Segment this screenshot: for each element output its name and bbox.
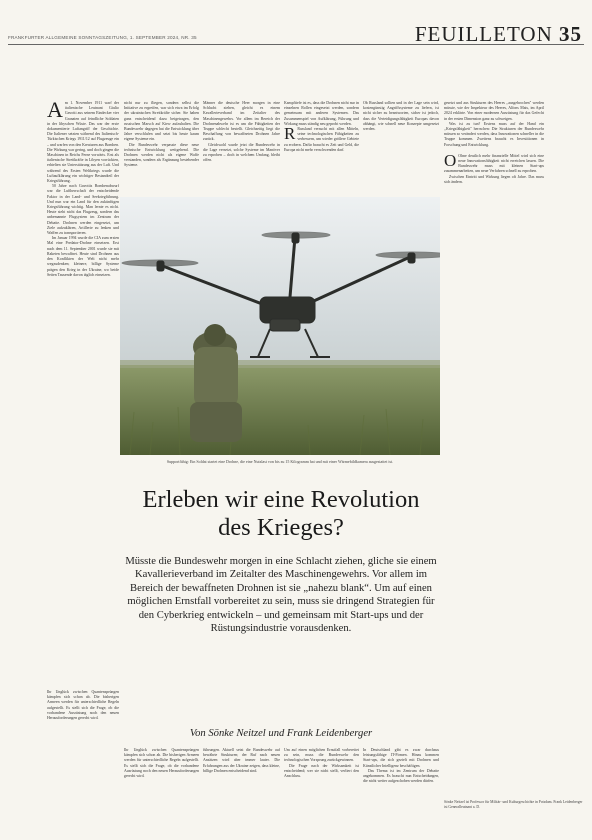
article-column-4 (284, 101, 359, 193)
column-text: Das Thema ist im Zentrum der Debatte angekommen. Es braucht nun Entscheidungen, die nicht weiter aufgeschoben werden dürfen. (363, 768, 439, 784)
drop-cap: R (284, 124, 296, 144)
page-header (0, 0, 592, 44)
photo-caption: Supportfähig: Ein Soldat startet eine Drohne, die eine Nutzlast von bis zu 15 Kilogramm hat und mit einer Wärmebildkamera ausgestattet ist. (166, 459, 394, 464)
column-text: m 1. November 1911 warf der italienische Leutnant Giulio Gavotti aus seinem Eindecker vier Granaten auf feindliche Soldaten in der libyschen Wüste. Das war der erste dokumentierte Luftangriff der Geschichte. Die Italiener setzten während des Italienisch-Türkischen Kriegs 1911/12 auf Flugzeuge ein – und warfen von den Kreaturen aus Bomben. Die Wirkung war gering, und doch gingen die Maschinen in Reichs Ferne vorwärts. Erst als italienische Streitkräfte in Libyen vorrückten, erhielten sie Unterstützung aus der Luft. Und während des Ersten Weltkriegs wurde die Luftaufklärung ein wichtiger Bestandteil der Kriegsführung. (47, 101, 119, 184)
byline: Von Sönke Neitzel und Frank Leidenberger (189, 728, 373, 739)
article-column-1-continued (47, 690, 119, 834)
column-text: Männer die deutsche Heer morgen in eine Schlacht ziehen, gleicht es einem Kavallerieverband im Zeitalter des Maschinengewehrs. Vor allem im Bereich der Drohnenabwehr ist es um die Fähigkeiten der Truppe schlecht bestellt. Gleichzeitig liegt die Beschaffung von bewaffneten Drohnen Jahre zurück. (203, 101, 280, 142)
teaser: Müsste die Bundeswehr morgen in eine Schlacht ziehen, gliche sie einem Kavallerieverband im Zeitalter des Maschinengewehrs. Vor allem im Bereich der bewaffneten Drohnen ist sie „nahezu blank“. Um auf einen möglichen Ernstfall vorbereitet zu sein, muss sie dringend Strategien für den Cyberkrieg entwickeln – und gemeinsam mit Start-ups und der Rüstungsindustrie vorausdenken. (125, 556, 437, 635)
bottom-column-4 (363, 748, 439, 834)
article-column-3 (203, 101, 280, 193)
column-text: Kampftiefe ist es, dass die Drohnen nicht nur in einzelnen Rollen eingesetzt werden, sondern gemeinsam mit anderen Systemen. Das Zusammenspiel von Aufklärung, Führung und Wirkung muss ständig neu geprobt werden. (284, 101, 359, 126)
article-column-2 (124, 101, 199, 193)
drop-cap: O (444, 150, 457, 170)
drone-photo (120, 197, 440, 455)
column-text: In Deutschland gibt es zwar durchaus leistungsfähige IT-Firmen. Hinzu kommen Start-ups, die sich gezielt mit Drohnen und Künstlicher Intelligenz beschäftigen. (363, 748, 439, 768)
column-text: führungen. Aktuell setzt die Bundeswehr auf bewährte Strukturen; der Ruf nach neuen Ansätzen wird aber immer lauter. Die Erfahrungen aus der Ukraine zeigen, dass kleine, billige Drohnen entscheidend sind. (203, 748, 280, 773)
column-text: Was ist zu tun? Erstens muss auf der Hand ein ,,Kriegsfähigkeit" herrschen: Die Strukturen der Bundeswehr müssen so verändert werden, dass Innovationen schneller in die Truppe kommen. Zweitens braucht es Investitionen in Forschung und Entwicklung. (444, 121, 544, 147)
column-text: Die Frage nach der Wirksamkeit ist entscheidend; wer sie nicht stellt, verliert den Anschluss. (284, 763, 359, 779)
column-text: 50 Jahre nach Gavottis Bombenabwurf war die Luftherrschaft der entscheidende Faktor in der Land- und Seekriegführung. Und nun war ein Land für den zukünftigen Kriegsführung wichtig. Man lernte es nicht. Heute steht nicht das Flugzeug, sondern das unbemannte Flugsystem im Zentrum der Debatte. Drohnen werden eingesetzt, um Ziele aufzuklären, Artillerie zu lenken und Waffen zu transportieren. (47, 184, 119, 236)
column-text (444, 150, 544, 175)
drop-cap: A (47, 101, 63, 122)
column-text: Um auf einen möglichen Ernstfall vorbereitet zu sein, muss die Bundeswehr den technologischen Vorsprung zurückgewinnen. (284, 748, 359, 763)
column-text: Zwischen Eintritt und Wirkung liegen oft Jahre. Das muss sich ändern. (444, 174, 544, 184)
author-note: Sönke Neitzel ist Professor für Militär- und Kulturgeschichte in Potsdam. Frank Leidenberger ist Generalleutnant a. D. (444, 800, 583, 809)
column-text: nicht nur zu fliegen, sondern selbst die Initiative zu ergreifen, war sich etwa im Erfolg der ukrainischen Streitkräfte sicher. Sie haben ganz entscheidend dazu beigetragen, den russischen Marsch auf Kiew aufzuhalten. Die Bundeswehr dagegen hat die Entwicklung über Jahre verschlafen und setzt bis heute kaum eigene Systeme ein. (124, 101, 199, 142)
column-text: Ohne deutlich mehr finanzielle Mittel wird sich eine neue Innovationsfähigkeit nicht erreichen lassen. Die Bundeswehr muss mit kleinen Start-ups zusammenarbeiten, um neue Verfahren schnell zu erproben. (444, 153, 544, 174)
drone-photo-illustration (120, 197, 440, 455)
column-text: Ihr Unglück zwischen Quantensprüngen kämpfen sich schon ab. Die bisherigen Armeen werden für unterschiedliche Regeln aufgestellt. Es stellt sich die Frage, ob die vorhandene Ausrüstung noch den neuen Herausforderungen gerecht wird. (47, 690, 119, 721)
header-rule (8, 44, 584, 45)
column-text: Gleichwohl wurde jetzt die Bundeswehr in die Lage versetzt, solche Systeme im Manöver zu erproben – doch in welchem Umfang, bleibt offen. (203, 142, 280, 163)
masthead: FRANKFURTER ALLGEMEINE SONNTAGSZEITUNG, 1. SEPTEMBER 2024, NR. 35 (8, 35, 197, 40)
column-text (284, 124, 359, 153)
column-text: Im Januar 1994 wurde die CIA zum ersten Mal eine Predator-Drohne einsetzen. Erst nach dem 11. September 2001 wurde sie mit Raketen bewaffnet. Heute sind Drohnen aus den Konflikten der Welt nicht mehr wegzudenken; kleinere, billige Systeme prägen den Krieg in der Ukraine, wo beide Seiten Tausende davon täglich einsetzen. (47, 236, 119, 277)
column-text: Ihr Unglück zwischen Quantensprüngen kämpfen sich schon ab. Die bisherigen Armeen werden für unterschiedliche Regeln aufgestellt. Es stellt sich die Frage, ob die vorhandene Ausrüstung noch den neuen Herausforderungen gerecht wird. (124, 748, 199, 779)
page-number: 35 (559, 22, 582, 46)
bottom-column-1 (124, 748, 199, 834)
column-text: Russland versucht mit allen Mitteln, seine technologischen Fähigkeiten zu verbessern, um wieder größere Gebiete zu erobern. Dafür braucht es Zeit und Geld, die Europa nicht mehr verschwenden darf. (284, 127, 359, 152)
column-text: Ob Russland sollten und in der Lage sein wird, kostengünstig Angriffssysteme zu liefern, ist nicht sicher zu beantworten, sicher ist jedoch, dass die Verteidigungsfähigkeit Europas davon abhängt, wie schnell neue Konzepte umgesetzt werden. (363, 101, 439, 132)
column-text: Die Bundeswehr verpasste diese neue technische Entwicklung weitgehend. Die Drohnen werden nicht als eigene Waffe verstanden, sondern als Ergänzung bestehender Systeme. (124, 142, 199, 168)
article-column-6 (444, 101, 544, 791)
headline: Erleben wir eine Revolution des Krieges? (142, 486, 420, 541)
article-column-5 (363, 101, 439, 193)
article-column-1 (47, 101, 119, 686)
section-name: FEUILLETON (414, 22, 553, 46)
bottom-column-3 (284, 748, 359, 834)
bottom-column-2 (203, 748, 280, 834)
column-text: gesetzt und aus Strukturen des Heeres ,,ausgebrochen" werden müsste, wie der Inspekteur des Heeres, Alfons Mais, im April 2024 erklärte. Von einer modernen Ausrüstung für das Gefecht in der ersten Dimension ganz zu schweigen. (444, 101, 544, 121)
